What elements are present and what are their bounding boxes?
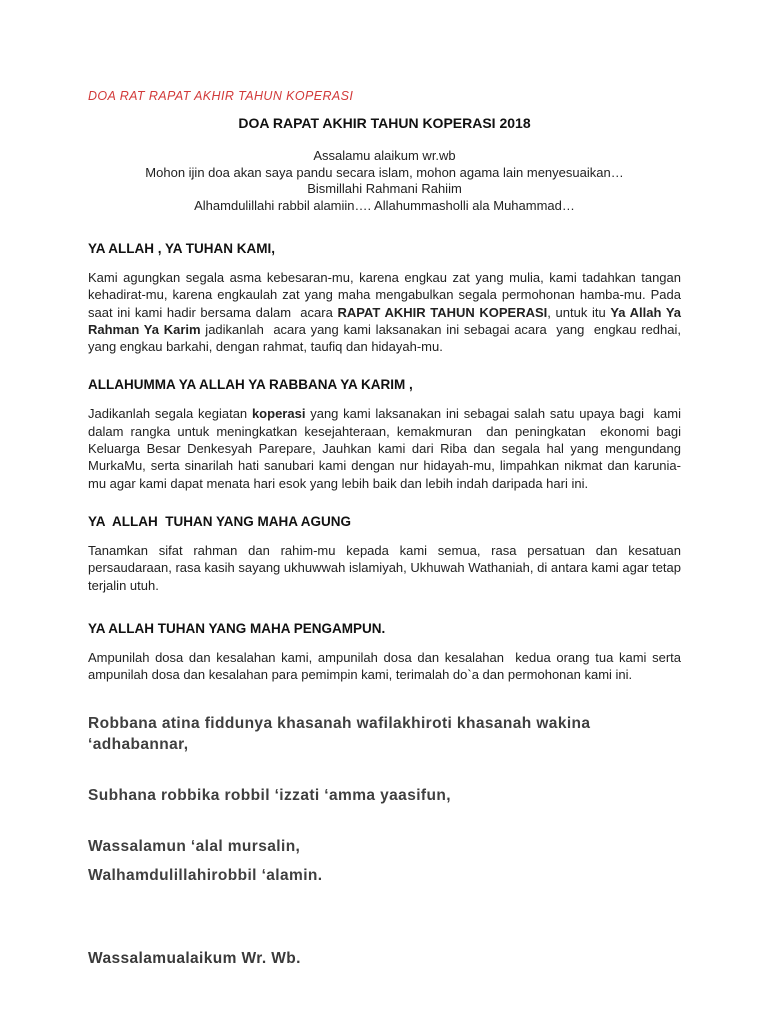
dua-line-walhamdulillah: Walhamdulillahirobbil ‘alamin.: [88, 867, 323, 885]
section-heading: YA ALLAH , YA TUHAN KAMI,: [88, 241, 276, 256]
farewell-line: Wassalamualaikum Wr. Wb.: [88, 950, 301, 968]
section-heading: ALLAHUMMA YA ALLAH YA RABBANA YA KARIM ,: [88, 377, 413, 393]
section-body: Jadikanlah segala kegiatan koperasi yang kami laksanakan ini sebagai salah satu upaya bagi kami dalam rangka untuk meningkatkan kesejahteraan, kemakmuran dan peningkatan ekonomi bagi Keluarga Besar Denkesyah Parepare, Jauhkan kami dari Riba dan segala hal yang mengundang MurkaMu, serta sinarilah hati sanubari kami dengan nur hidayah-mu, limpahkan nikmat dan karunia-mu agar kami dapat menata hari esok yang lebih baik dan lebih indah daripada hari ini.: [88, 406, 685, 491]
section-maha-agung: [88, 513, 685, 594]
dua-line-subhana: Subhana robbika robbil ‘izzati ‘amma yaasifun,: [88, 787, 451, 805]
section-maha-pengampun: [88, 620, 685, 684]
opening-line-salutation: Assalamu alaikum wr.wb: [313, 148, 456, 163]
dua-line-wassalamun: Wassalamun ‘alal mursalin,: [88, 838, 301, 856]
section-body: Kami agungkan segala asma kebesaran-mu, karena engkau zat yang mulia, kami tadahkan tangan kehadirat-mu, karena engkaulah zat yang maha mengabulkan segala permohonan hamba-mu. Pada saat ini kami hadir bersama dalam acara RAPAT AKHIR TAHUN KOPERASI, untuk itu Ya Allah Ya Rahman Ya Karim jadikanlah acara yang kami laksanakan ini sebagai acara yang engkau redhai, yang engkau barkahi, dengan rahmat, taufiq dan hidayah-mu.: [88, 270, 685, 355]
opening-line-permission: Mohon ijin doa akan saya pandu secara islam, mohon agama lain menyesuaikan…: [145, 164, 624, 180]
section-body: Ampunilah dosa dan kesalahan kami, ampunilah dosa dan kesalahan kedua orang tua kami serta ampunilah dosa dan kesalahan para pemimpin kami, terimalah do`a dan permohonan kami ini.: [88, 649, 685, 683]
opening-line-bismillah: Bismillahi Rahmani Rahiim: [307, 181, 462, 196]
opening-block: [88, 148, 681, 214]
document-header-annotation: DOA RAT RAPAT AKHIR TAHUN KOPERASI: [88, 89, 354, 103]
section-allahumma-ya-karim: [88, 376, 685, 491]
section-heading: YA ALLAH TUHAN YANG MAHA PENGAMPUN.: [88, 620, 386, 636]
document-title: DOA RAPAT AKHIR TAHUN KOPERASI 2018: [238, 115, 531, 131]
dua-line-robbana: Robbana atina fiddunya khasanah wafilakhiroti khasanah wakina ‘adhabannar,: [88, 715, 596, 754]
section-body: Tanamkan sifat rahman dan rahim-mu kepada kami semua, rasa persatuan dan kesatuan persaudaraan, rasa kasih sayang ukhuwwah islamiyah, Ukhuwah Wathaniah, di antara kami agar tetap terjalin utuh.: [88, 542, 685, 593]
section-ya-allah-ya-tuhan-kami: [88, 240, 685, 355]
opening-line-alhamdulillah: Alhamdulillahi rabbil alamiin…. Allahummasholli ala Muhammad…: [194, 197, 575, 213]
document-content: [88, 0, 685, 969]
section-heading: YA ALLAH TUHAN YANG MAHA AGUNG: [88, 513, 352, 529]
